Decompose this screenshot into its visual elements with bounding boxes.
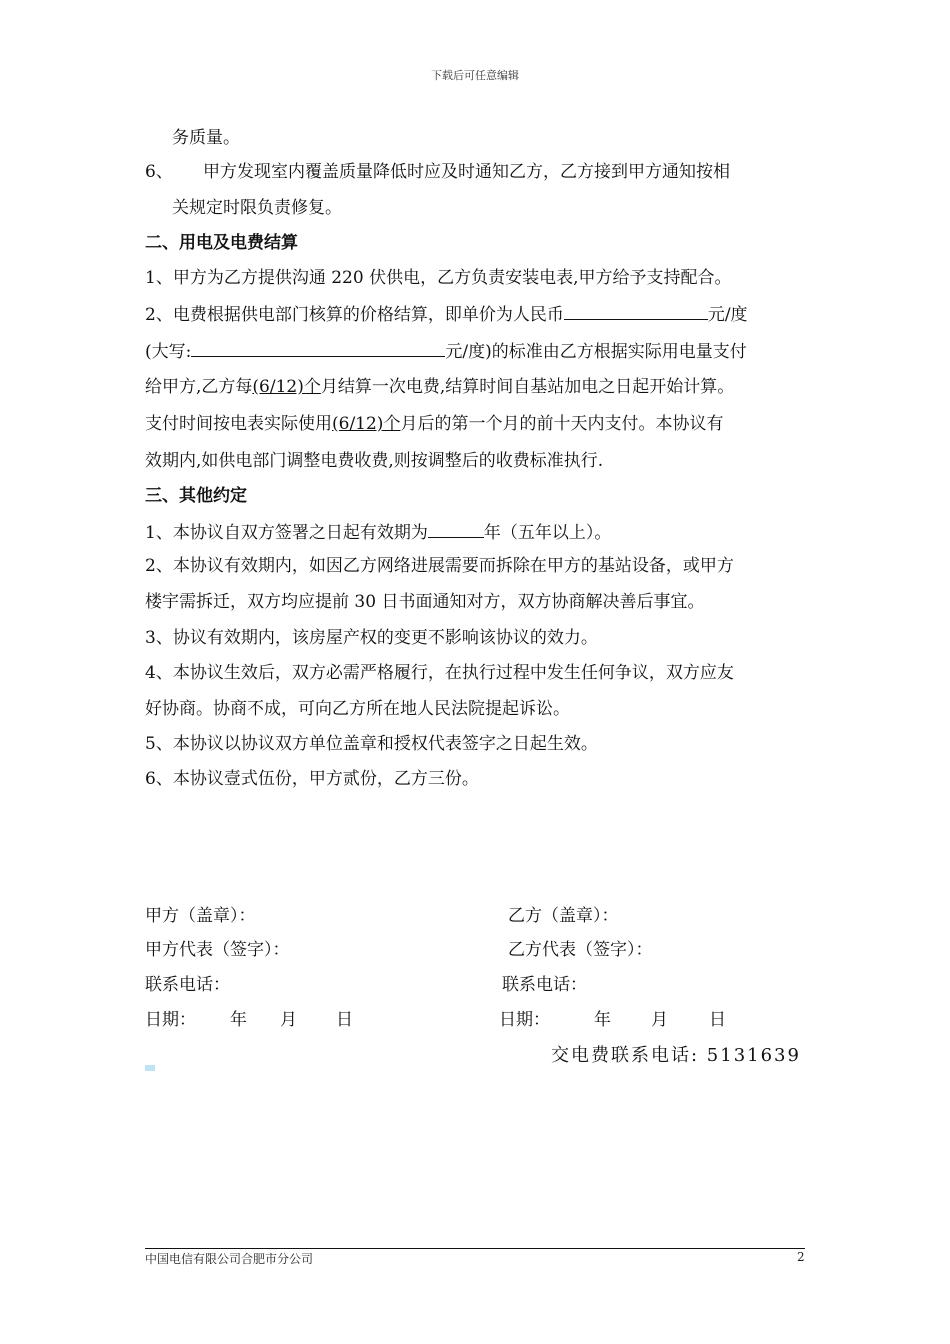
party-a-date-month: 月 [280,1010,297,1030]
party-b-seal-label: 乙方（盖章）： [508,906,619,926]
payment-period-option: (6/12)个 [332,414,401,434]
text-segment: 月后的第一个月的前十天内支付。本协议有 [400,414,724,434]
text-line: 1、甲方为乙方提供沟通 220 伏供电，乙方负责安装电表,甲方给予支持配合。 [145,268,732,288]
text-segment: 2、电费根据供电部门核算的价格结算，即单价为人民币 [145,305,564,325]
party-a-date-year: 年 [230,1010,247,1030]
text-segment: 月结算一次电费,结算时间自基站加电之日起开始计算。 [320,377,735,397]
party-a-date-day: 日 [336,1010,353,1030]
billing-period-option: (6/12)个 [252,377,321,397]
footer-company: 中国电信有限公司合肥市分公司 [145,1252,314,1266]
text-segment: (大写: [145,342,192,362]
text-line [145,375,734,399]
party-b-date-month: 月 [651,1010,668,1030]
footer-divider [145,1248,805,1249]
text-line: 5、本协议以协议双方单位盖章和授权代表签字之日起生效。 [145,734,598,754]
party-a-date-label: 日期： [145,1010,196,1030]
text-line: 6、本协议壹式伍份，甲方贰份，乙方三份。 [145,769,479,789]
party-a-phone-label: 联系电话： [145,975,230,995]
text-line: 4、本协议生效后，双方必需严格履行，在执行过程中发生任何争议，双方应友 [145,663,734,683]
list-item-number: 6、 [145,162,173,182]
party-b-date-label: 日期： [499,1010,550,1030]
party-b-rep-label: 乙方代表（签字）： [508,940,653,960]
text-line [145,301,748,327]
decorative-marker [145,1065,155,1071]
blank-unit-price [564,301,708,320]
blank-validity-years [428,519,484,538]
text-segment: 年（五年以上）。 [483,523,612,543]
section-heading-other: 三、其他约定 [145,486,247,506]
party-b-date-day: 日 [709,1010,726,1030]
text-segment: 给甲方,乙方每 [145,377,253,397]
text-segment: 1、本协议自双方签署之日起有效期为 [145,523,428,543]
text-line: 楼宇需拆迁，双方均应提前 30 日书面通知对方，双方协商解决善后事宜。 [145,592,705,612]
text-line: 效期内,如供电部门调整电费收费,则按调整后的收费标准执行. [145,451,604,471]
party-b-phone-label: 联系电话： [502,975,587,995]
party-b-date-year: 年 [594,1010,611,1030]
text-line: 3、协议有效期内，该房屋产权的变更不影响该协议的效力。 [145,628,598,648]
text-line [145,519,611,545]
text-line: 2、本协议有效期内，如因乙方网络进展需要而拆除在甲方的基站设备，或甲方 [145,556,734,576]
text-line: 甲方发现室内覆盖质量降低时应及时通知乙方，乙方接到甲方通知按相 [203,162,730,182]
page-number: 2 [797,1250,805,1264]
text-line: 好协商。协商不成，可向乙方所在地人民法院提起诉讼。 [145,699,570,719]
text-segment: 支付时间按电表实际使用 [145,414,332,434]
text-line [145,338,747,364]
party-a-rep-label: 甲方代表（签字）： [145,940,290,960]
section-heading-electricity: 二、用电及电费结算 [145,233,298,253]
text-segment: 元/度)的标准由乙方根据实际用电量支付 [445,342,747,362]
page-header-note: 下载后可任意编辑 [431,69,519,82]
text-line [145,412,723,436]
billing-contact-phone: 交电费联系电话: 5131639 [551,1045,801,1066]
text-line: 务质量。 [172,128,240,148]
text-segment: 元/度 [707,305,748,325]
blank-amount-in-words [191,338,445,357]
text-line: 关规定时限负责修复。 [172,198,342,218]
party-a-seal-label: 甲方（盖章）： [145,906,256,926]
